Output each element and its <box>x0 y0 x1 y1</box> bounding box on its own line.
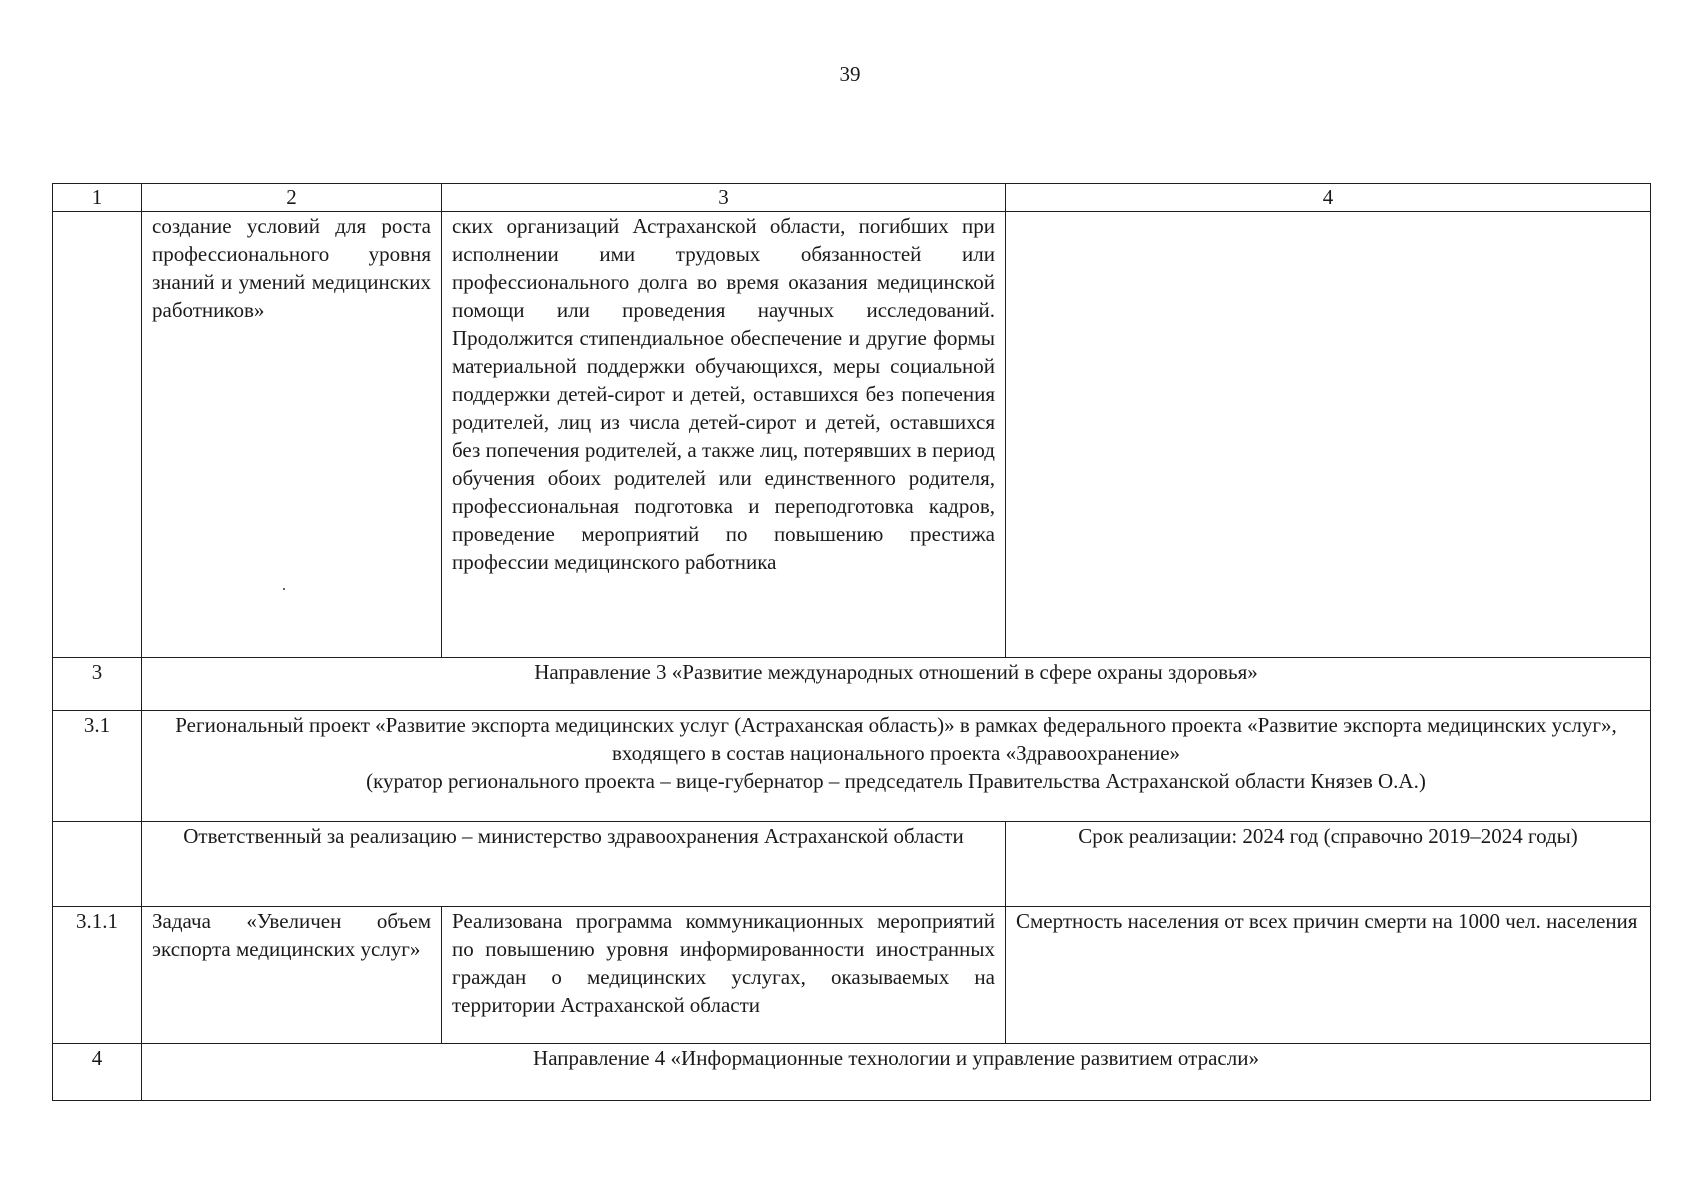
direction-4-row <box>53 1044 1651 1101</box>
header-cell-1: 1 <box>53 184 142 212</box>
task-3-1-1-row <box>53 907 1651 1044</box>
direction-4-num: 4 <box>53 1044 142 1101</box>
responsible-text: Ответственный за реализацию – министерство здравоохранения Астраханской области <box>142 822 1006 907</box>
page-number: 39 <box>839 62 861 86</box>
task-3-1-1-indicator: Смертность населения от всех причин смерти на 1000 чел. населения <box>1006 907 1651 1044</box>
task-3-1-1-result: Реализована программа коммуникационных мероприятий по повышению уровня информированности иностранных граждан о медицинских услугах, оказываемых на территории Астраханской области <box>442 907 1006 1044</box>
direction-3-title: Направление 3 «Развитие международных отношений в сфере охраны здоровья» <box>142 658 1651 711</box>
responsible-row <box>53 822 1651 907</box>
project-3-1-row <box>53 711 1651 822</box>
header-row <box>53 184 1651 212</box>
responsible-num-cell <box>53 822 142 907</box>
direction-3-row <box>53 658 1651 711</box>
continued-indicator-cell <box>1006 212 1651 658</box>
scan-speck <box>283 588 285 590</box>
header-cell-4: 4 <box>1006 184 1651 212</box>
project-3-1-curator: (куратор регионального проекта – вице-губернатор – председатель Правительства Астраханской области Князев О.А.) <box>366 769 1426 793</box>
direction-3-num: 3 <box>53 658 142 711</box>
continued-num-cell <box>53 212 142 658</box>
implementation-term: Срок реализации: 2024 год (справочно 2019–2024 годы) <box>1006 822 1651 907</box>
direction-4-title: Направление 4 «Информационные технологии и управление развитием отрасли» <box>142 1044 1651 1101</box>
measures-table <box>52 183 1651 1101</box>
header-cell-3: 3 <box>442 184 1006 212</box>
header-cell-2: 2 <box>142 184 442 212</box>
task-3-1-1-title: Задача «Увеличен объем экспорта медицинских услуг» <box>142 907 442 1044</box>
continued-result-cell: ских организаций Астраханской области, погибших при исполнении ими трудовых обязанностей или профессионального долга во время оказания медицинской помощи или проведения научных исследований. Продолжится стипендиальное обеспечение и другие формы материальной поддержки обучающихся, меры социальной поддержки детей-сирот и детей, оставшихся без попечения родителей, лиц из числа детей-сирот и детей, оставшихся без попечения родителей, а также лиц, потерявших в период обучения обоих родителей или единственного родителя, профессиональная подготовка и переподготовка кадров, проведение мероприятий по повышению престижа профессии медицинского работника <box>442 212 1006 658</box>
project-3-1-num: 3.1 <box>53 711 142 822</box>
task-3-1-1-num: 3.1.1 <box>53 907 142 1044</box>
continued-task-cell: создание условий для роста профессионального уровня знаний и умений медицинских работников» <box>142 212 442 658</box>
project-3-1-description <box>142 711 1651 822</box>
continued-row <box>53 212 1651 658</box>
project-3-1-title: Региональный проект «Развитие экспорта медицинских услуг (Астраханская область)» в рамках федерального проекта «Развитие экспорта медицинских услуг», входящего в состав национального проекта «Здравоохранение» <box>175 713 1617 765</box>
